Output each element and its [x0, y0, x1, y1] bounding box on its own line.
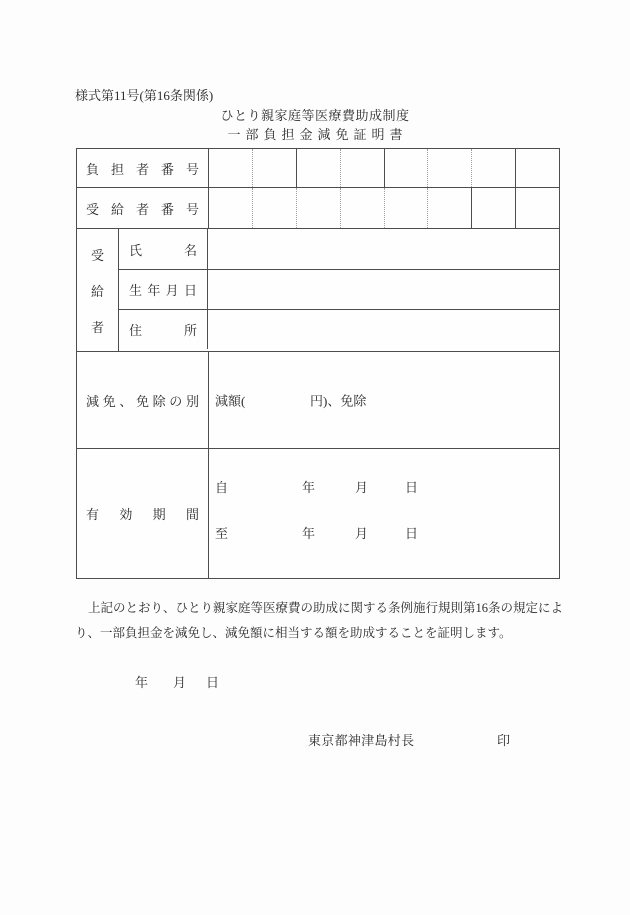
address-row — [119, 309, 559, 349]
validity-from-year-label: 年 — [302, 480, 316, 495]
recipient-number-digit-cell — [384, 188, 428, 228]
validity-to-mark: 至 — [215, 526, 229, 541]
payer-number-label: 負 担 者 番 号 — [77, 149, 209, 187]
birthdate-value — [208, 270, 559, 309]
payer-number-digit-cell — [252, 149, 296, 187]
payer-number-digit-cell — [471, 149, 515, 187]
payer-number-digit-cell — [384, 149, 428, 187]
payer-number-digit-cell — [427, 149, 471, 187]
birthdate-row — [119, 269, 559, 309]
validity-to-day-label: 日 — [405, 526, 419, 541]
issue-date-line — [135, 672, 219, 691]
recipient-info-rows — [119, 229, 559, 351]
recipient-number-digit-cell — [427, 188, 471, 228]
issue-date-year-label: 年 — [135, 675, 149, 690]
recipient-number-digit-cell — [515, 188, 559, 228]
address-label: 住 所 — [119, 310, 208, 349]
document-title-line-1: ひとり親家庭等医療費助成制度 — [220, 108, 410, 123]
reduction-value — [209, 352, 559, 448]
recipient-info-section — [77, 228, 559, 351]
payer-number-digit-cell — [340, 149, 384, 187]
validity-period-label: 有 効 期 間 — [77, 449, 209, 578]
birthdate-label: 生 年 月 日 — [119, 270, 208, 309]
certificate-table — [76, 148, 560, 579]
validity-from-line — [209, 480, 559, 496]
certification-paragraph-line-2: り、一部負担金を減免し、減免額に相当する額を助成することを証明します。 — [75, 626, 512, 640]
issue-date-month-label: 月 — [173, 675, 187, 690]
recipient-group-label: 受 給 者 — [77, 229, 119, 351]
payer-number-digit-cell — [209, 149, 252, 187]
validity-to-line — [209, 526, 559, 542]
certification-paragraph — [75, 596, 575, 646]
recipient-number-digit-cell — [209, 188, 252, 228]
payer-number-row — [77, 149, 559, 187]
recipient-number-label: 受 給 者 番 号 — [77, 188, 209, 228]
validity-period-value — [209, 449, 559, 578]
name-row — [119, 229, 559, 269]
payer-number-cells — [209, 149, 559, 187]
validity-to-month-label: 月 — [355, 526, 369, 541]
seal-mark: 印 — [497, 733, 511, 748]
address-value — [208, 310, 559, 349]
reduction-label: 減 免 、 免 除 の 別 — [77, 352, 209, 448]
name-label: 氏 名 — [119, 229, 208, 269]
recipient-number-row — [77, 187, 559, 228]
validity-period-row — [77, 448, 559, 578]
payer-number-digit-cell — [296, 149, 340, 187]
validity-to-year-label: 年 — [302, 526, 316, 541]
issue-date-day-label: 日 — [206, 675, 220, 690]
name-value — [208, 229, 559, 269]
issuer-name: 東京都神津島村長 — [308, 733, 415, 748]
reduction-amount-prefix: 減額( — [215, 393, 246, 409]
form-number: 様式第11号(第16条関係) — [75, 88, 214, 103]
payer-number-digit-cell — [515, 149, 559, 187]
recipient-number-digit-cell — [340, 188, 384, 228]
recipient-number-cells — [209, 188, 559, 228]
validity-from-mark: 自 — [215, 480, 229, 495]
reduction-row — [77, 351, 559, 448]
validity-from-month-label: 月 — [355, 480, 369, 495]
recipient-number-digit-cell — [252, 188, 296, 228]
certification-paragraph-line-1: 上記のとおり、ひとり親家庭等医療費の助成に関する条例施行規則第16条の規定によ — [88, 601, 564, 615]
document-title-line-2: 一部負担金減免証明書 — [227, 127, 408, 142]
recipient-number-digit-cell — [296, 188, 340, 228]
reduction-amount-suffix: 円)、免除 — [310, 393, 367, 409]
validity-from-day-label: 日 — [405, 480, 419, 495]
recipient-number-digit-cell — [471, 188, 515, 228]
